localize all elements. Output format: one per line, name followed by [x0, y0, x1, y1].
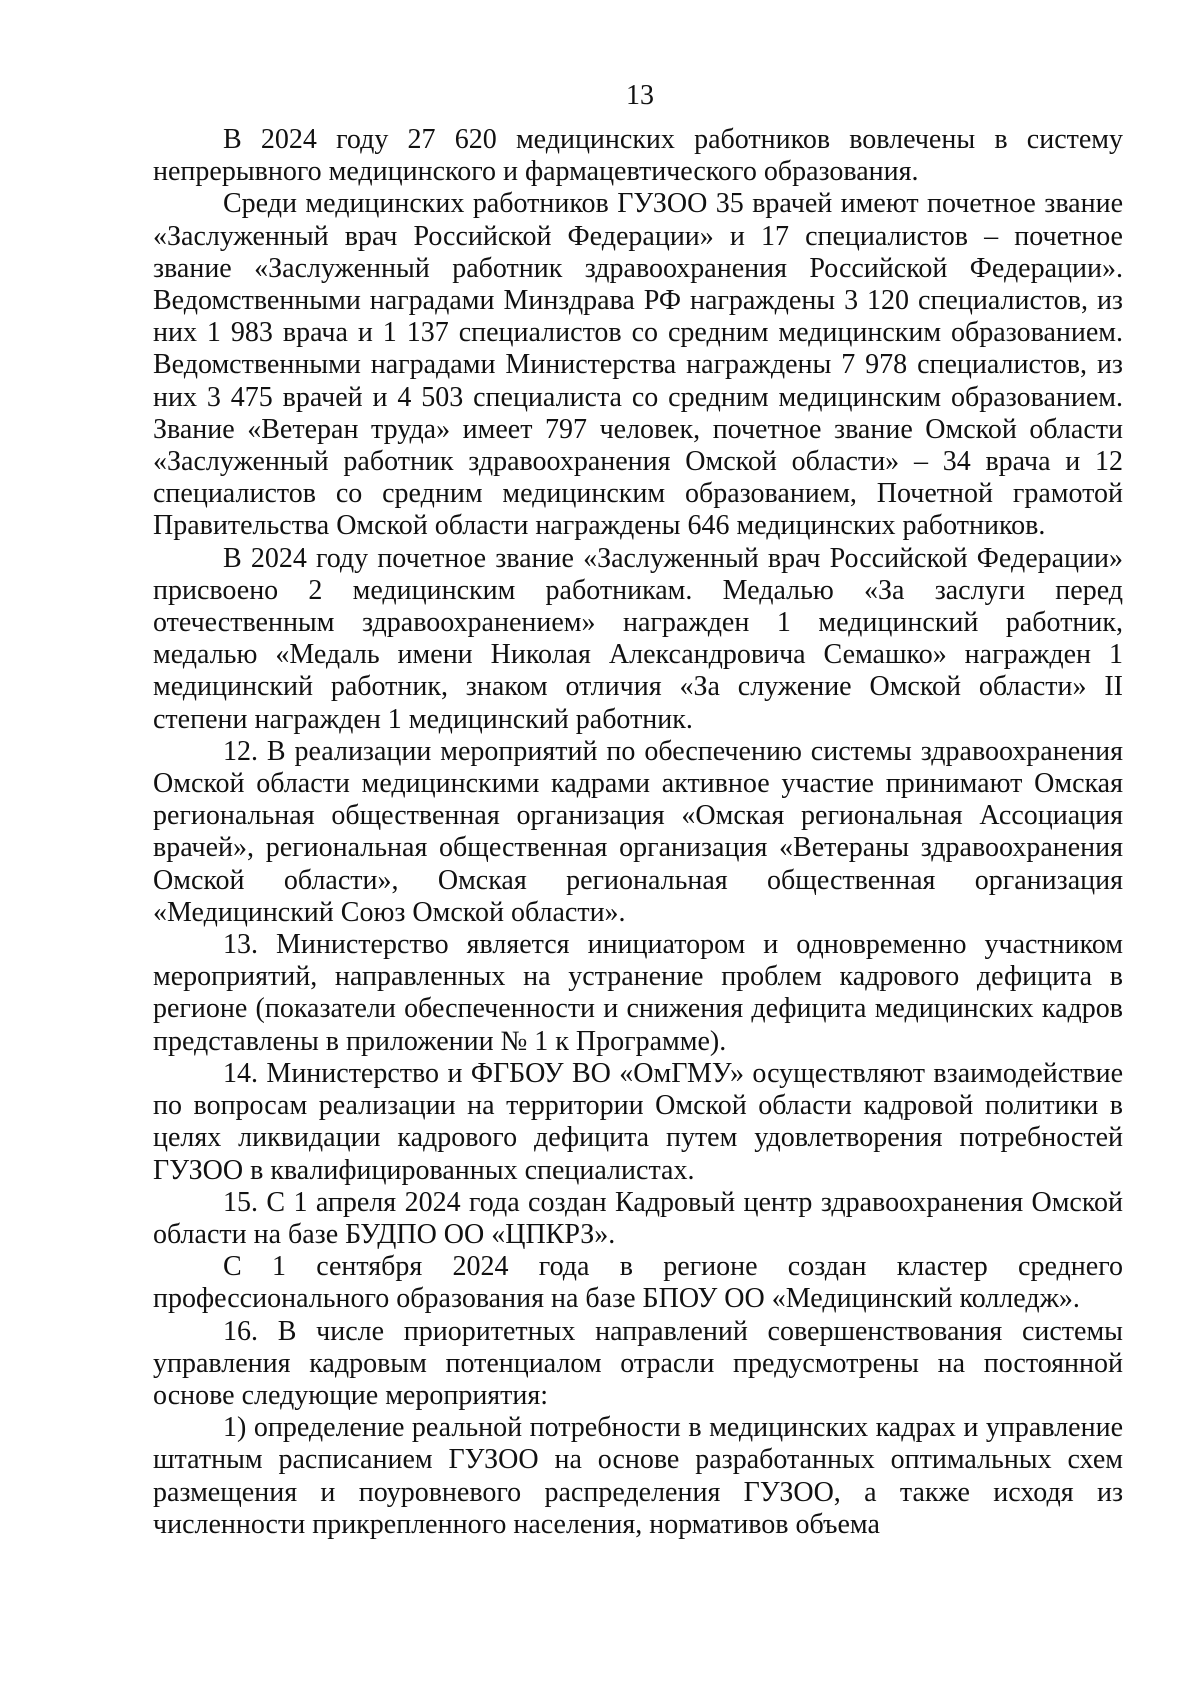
- paragraph-item-12: 12. В реализации мероприятий по обеспечению системы здравоохранения Омской области медицинскими кадрами активное участие принимают Омская региональная общественная организация «Омская региональная Ассоциация врачей», региональная общественная организация «Ветераны здравоохранения Омской области», Омская региональная общественная организация «Медицинский Союз Омской области».: [153, 735, 1123, 928]
- paragraph-item-13: 13. Министерство является инициатором и одновременно участником мероприятий, направленных на устранение проблем кадрового дефицита в регионе (показатели обеспеченности и снижения дефицита медицинских кадров представлены в приложении № 1 к Программе).: [153, 929, 1123, 1057]
- page-number: 13: [626, 80, 654, 111]
- paragraph-awards-2024: В 2024 году почетное звание «Заслуженный врач Российской Федерации» присвоено 2 медицинским работникам. Медалью «За заслуги перед отечественным здравоохранением» награжден 1 медицинский работник, медалью «Медаль имени Николая Александровича Семашко» награжден 1 медицинский работник, знаком отличия «За служение Омской области» II степени награжден 1 медицинский работник.: [153, 542, 1123, 735]
- paragraph-subitem-1: 1) определение реальной потребности в медицинских кадрах и управление штатным расписанием ГУЗОО на основе разработанных оптимальных схем размещения и поуровневого распределения ГУЗОО, а также исходя из численности прикрепленного населения, нормативов объема: [153, 1412, 1123, 1540]
- paragraph-cluster: С 1 сентября 2024 года в регионе создан кластер среднего профессионального образования на базе БПОУ ОО «Медицинский колледж».: [153, 1251, 1123, 1315]
- paragraph-item-15: 15. С 1 апреля 2024 года создан Кадровый центр здравоохранения Омской области на базе БУДПО ОО «ЦПКРЗ».: [153, 1186, 1123, 1250]
- paragraph-honorary-titles: Среди медицинских работников ГУЗОО 35 врачей имеют почетное звание «Заслуженный врач Российской Федерации» и 17 специалистов – почетное звание «Заслуженный работник здравоохранения Российской Федерации». Ведомственными наградами Минздрава РФ награждены 3 120 специалистов, из них 1 983 врача и 1 137 специалистов со средним медицинским образованием. Ведомственными наградами Министерства награждены 7 978 специалистов, из них 3 475 врачей и 4 503 специалиста со средним медицинским образованием. Звание «Ветеран труда» имеет 797 человек, почетное звание Омской области «Заслуженный работник здравоохранения Омской области» – 34 врача и 12 специалистов со средним медицинским образованием, Почетной грамотой Правительства Омской области награждены 646 медицинских работников.: [153, 188, 1123, 542]
- document-body: [153, 124, 1123, 1541]
- paragraph-continuing-education: В 2024 году 27 620 медицинских работников вовлечены в систему непрерывного медицинского и фармацевтического образования.: [153, 124, 1123, 188]
- paragraph-item-14: 14. Министерство и ФГБОУ ВО «ОмГМУ» осуществляют взаимодействие по вопросам реализации на территории Омской области кадровой политики в целях ликвидации кадрового дефицита путем удовлетворения потребностей ГУЗОО в квалифицированных специалистах.: [153, 1057, 1123, 1186]
- paragraph-item-16: 16. В числе приоритетных направлений совершенствования системы управления кадровым потенциалом отрасли предусмотрены на постоянной основе следующие мероприятия:: [153, 1315, 1123, 1411]
